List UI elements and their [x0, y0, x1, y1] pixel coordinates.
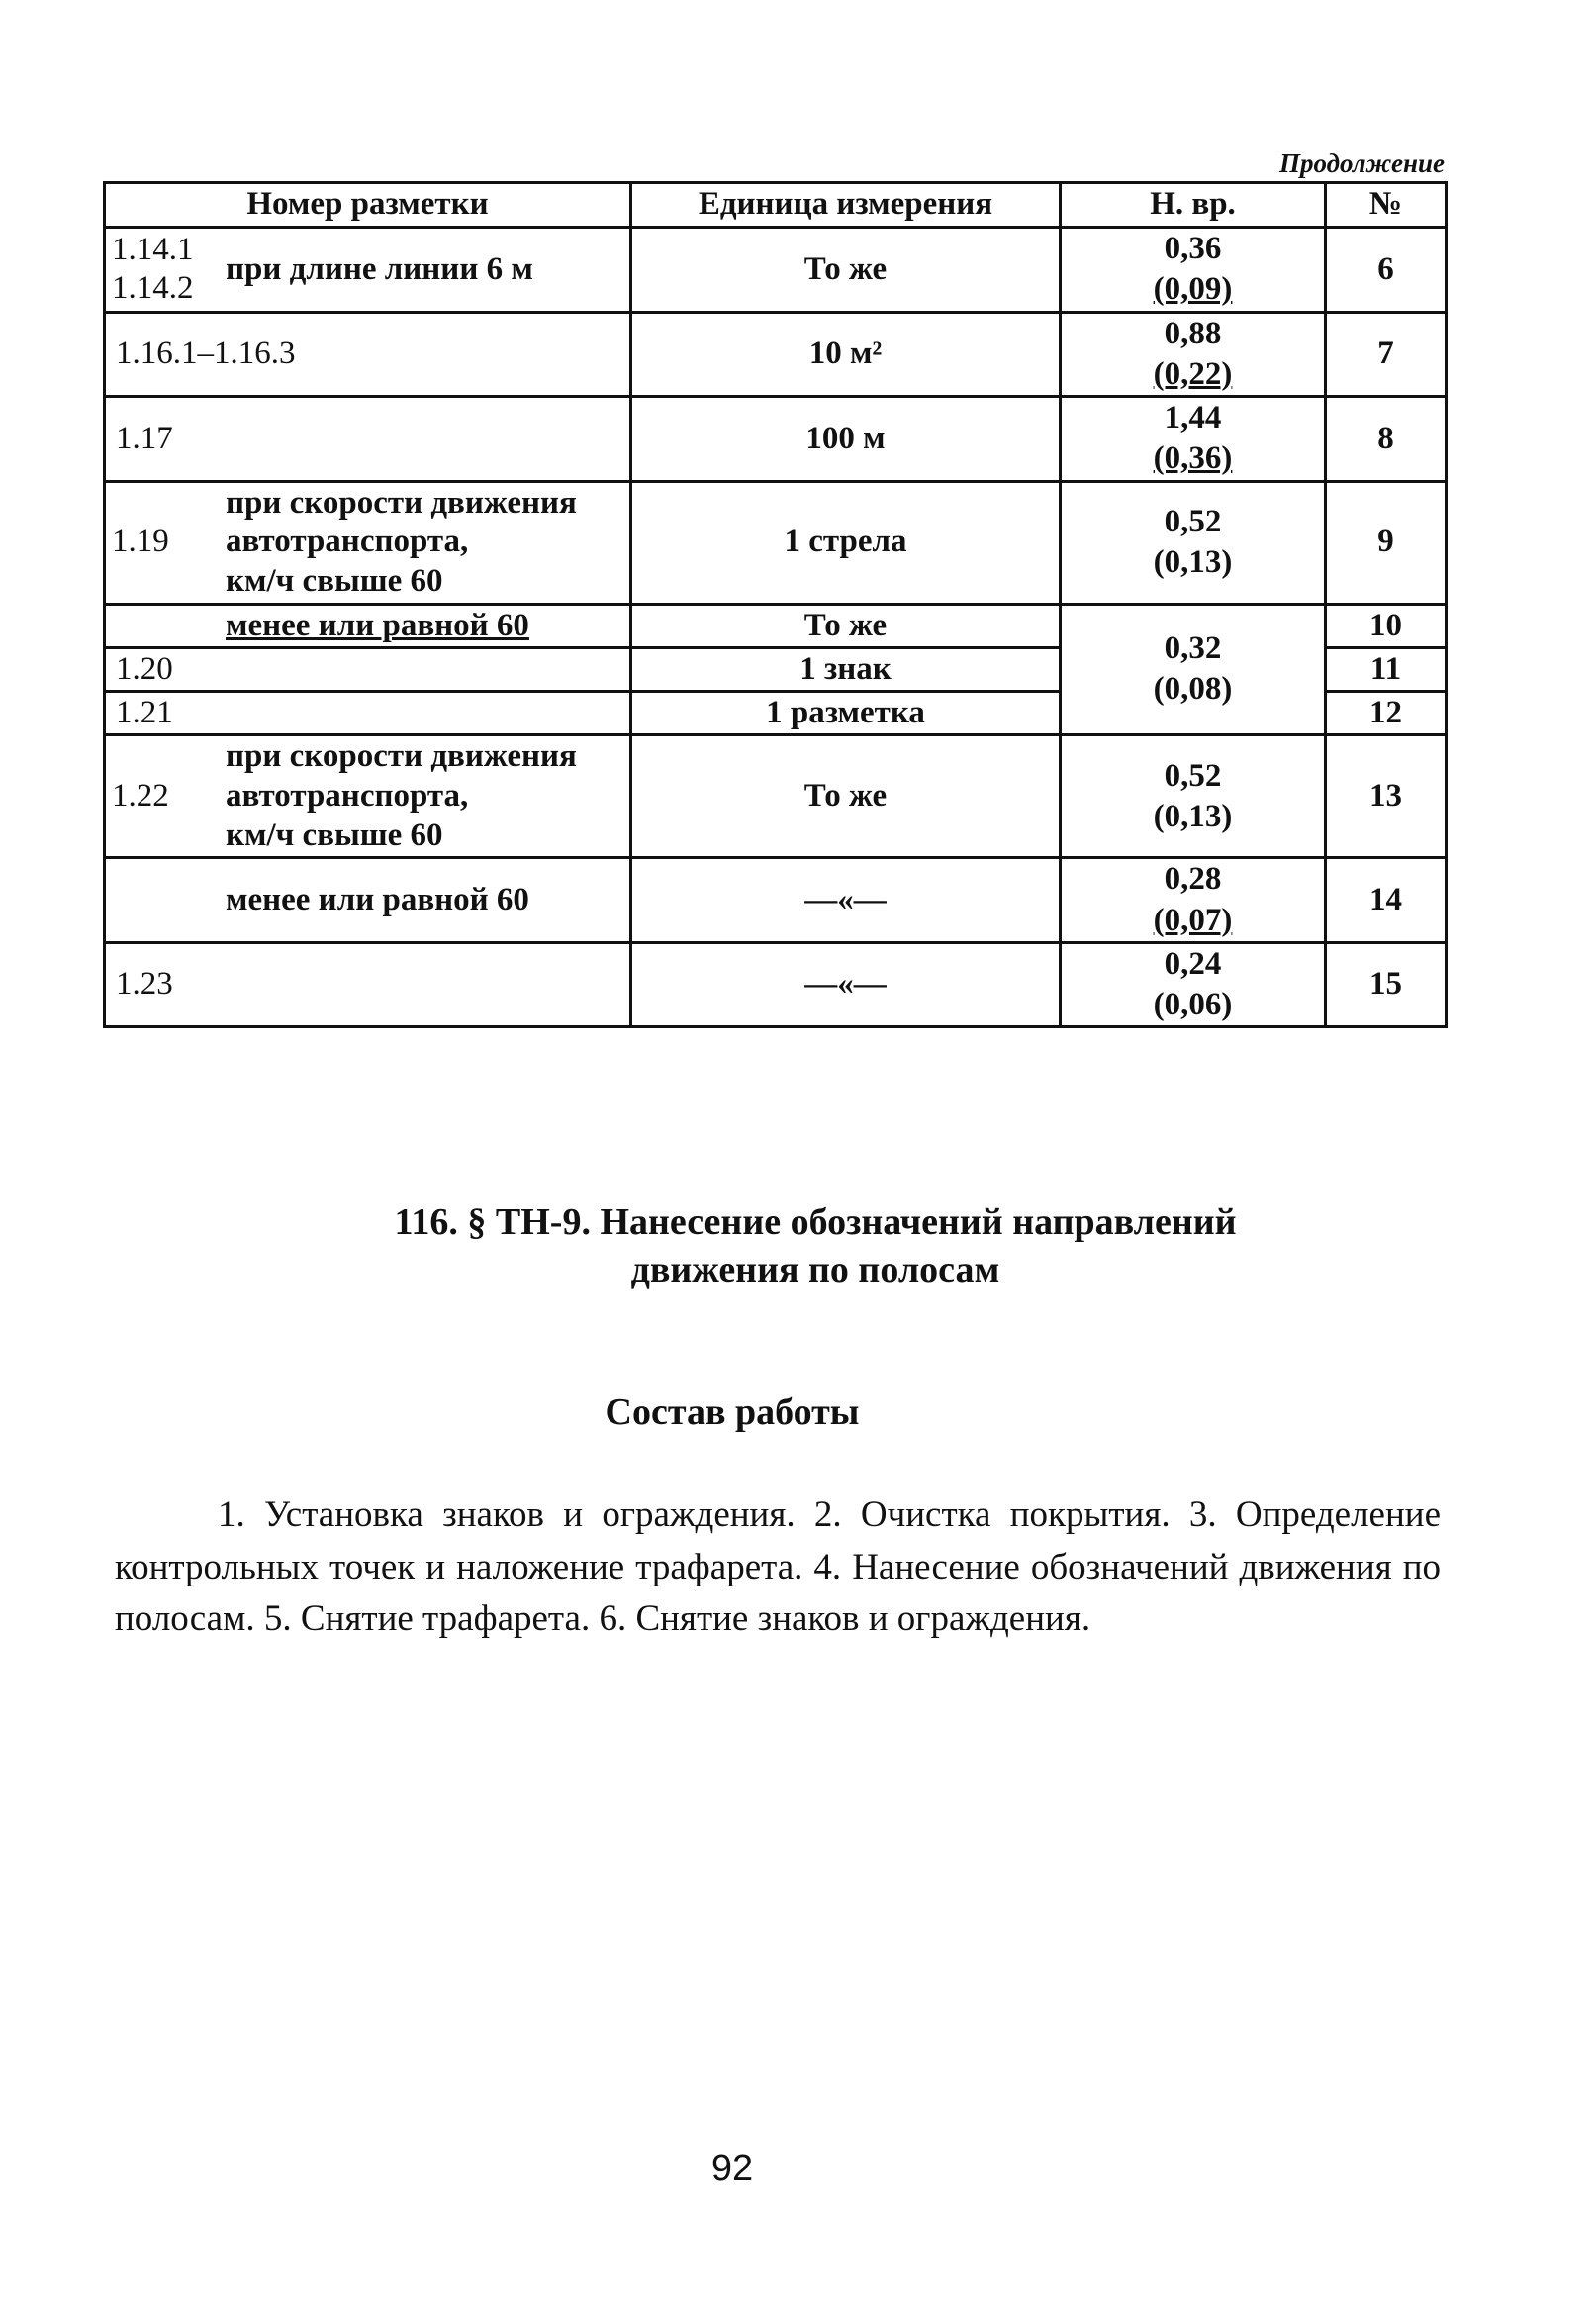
number-cell: 6 — [1326, 228, 1447, 313]
table-row — [105, 397, 1447, 482]
code-cell — [105, 228, 631, 313]
page-number: 92 — [710, 2148, 754, 2189]
norm-cell — [1061, 397, 1326, 482]
norm-cell — [1061, 735, 1326, 858]
number-cell: 13 — [1326, 735, 1447, 858]
section-title-line: движения по полосам — [630, 1248, 1000, 1291]
norm-value: 0,24 — [1164, 945, 1222, 982]
code-cell: 1.23 — [105, 942, 631, 1027]
unit-cell: 10 м² — [631, 312, 1061, 397]
row-description: менее или равной 60 — [226, 881, 529, 917]
table-row — [105, 604, 1447, 647]
row-description: менее или равной 60 — [226, 607, 529, 643]
norm-paren: (0,22) — [1153, 355, 1233, 392]
header-norm: Н. вр. — [1061, 183, 1326, 228]
norm-paren: (0,07) — [1153, 902, 1233, 938]
row-description: км/ч свыше 60 — [226, 562, 443, 599]
unit-cell: —«— — [631, 858, 1061, 943]
norm-value: 0,52 — [1164, 757, 1222, 794]
unit-cell: То же — [631, 228, 1061, 313]
header-code: Номер разметки — [105, 183, 631, 228]
unit-cell: То же — [631, 604, 1061, 647]
header-unit: Единица измерения — [631, 183, 1061, 228]
table-row — [105, 735, 1447, 858]
number-cell: 15 — [1326, 942, 1447, 1027]
row-description: при скорости движения — [226, 484, 577, 521]
number-cell: 12 — [1326, 692, 1447, 735]
norm-cell — [1061, 228, 1326, 313]
unit-cell: —«— — [631, 942, 1061, 1027]
table-row — [105, 942, 1447, 1027]
unit-cell: То же — [631, 735, 1061, 858]
unit-cell: 1 стрела — [631, 481, 1061, 604]
table-row — [105, 858, 1447, 943]
number-cell: 9 — [1326, 481, 1447, 604]
table-header-row — [105, 183, 1447, 228]
code-cell: 1.16.1–1.16.3 — [105, 312, 631, 397]
section-title-line: 116. § ТН-9. Нанесение обозначений направлений — [394, 1202, 1237, 1243]
code-cell: 1.17 — [105, 397, 631, 482]
norm-paren: (0,08) — [1153, 671, 1233, 708]
row-description: при длине линии 6 м — [226, 250, 533, 287]
row-description: автотранспорта, — [226, 524, 469, 560]
row-description: км/ч свыше 60 — [226, 817, 443, 853]
norm-paren: (0,06) — [1153, 987, 1233, 1022]
unit-cell: 1 знак — [631, 647, 1061, 691]
norm-value: 0,52 — [1164, 503, 1222, 539]
norm-cell — [1061, 604, 1326, 735]
norm-value: 0,28 — [1164, 861, 1222, 898]
table-row — [105, 228, 1447, 313]
row-description: при скорости движения — [226, 738, 577, 775]
norms-table — [103, 181, 1448, 1028]
code-cell: 1.21 — [105, 692, 631, 735]
norm-value: 0,88 — [1164, 315, 1222, 351]
code: 1.19 — [112, 524, 169, 560]
norm-paren: (0,13) — [1153, 798, 1233, 834]
norm-cell — [1061, 481, 1326, 604]
norm-value: 1,44 — [1164, 400, 1222, 435]
continuation-label: Продолжение — [1278, 148, 1445, 178]
number-cell: 11 — [1326, 647, 1447, 691]
unit-cell: 100 м — [631, 397, 1061, 482]
code-cell: 1.20 — [105, 647, 631, 691]
code-cell — [105, 735, 631, 858]
number-cell: 8 — [1326, 397, 1447, 482]
norm-paren: (0,36) — [1153, 440, 1233, 477]
norm-paren: (0,13) — [1153, 544, 1233, 580]
norm-cell — [1061, 312, 1326, 397]
code: 1.14.2 — [112, 270, 194, 307]
row-description: автотранспорта, — [226, 777, 469, 814]
table-row — [105, 312, 1447, 397]
code-cell — [105, 481, 631, 604]
norm-cell — [1061, 942, 1326, 1027]
body-paragraph: 1. Установка знаков и ограждения. 2. Очистка покрытия. 3. Определение контрольных точек и наложение трафарета. 4. Нанесение обозначений движения по полосам. 5. Снятие трафарета. 6. Снятие знаков и ограждения. — [115, 1494, 1441, 1640]
code-cell — [105, 604, 631, 647]
code: 1.14.1 — [112, 231, 194, 267]
header-number: № — [1326, 183, 1447, 228]
number-cell: 14 — [1326, 858, 1447, 943]
norm-cell — [1061, 858, 1326, 943]
section-title — [103, 1200, 1528, 1294]
unit-cell: 1 разметка — [631, 692, 1061, 735]
norm-value: 0,36 — [1164, 231, 1222, 266]
norm-paren: (0,09) — [1153, 271, 1233, 308]
subheading: Состав работы — [605, 1392, 860, 1433]
norm-value: 0,32 — [1164, 630, 1222, 667]
number-cell: 7 — [1326, 312, 1447, 397]
table-row — [105, 481, 1447, 604]
code-cell — [105, 858, 631, 943]
number-cell: 10 — [1326, 604, 1447, 647]
code: 1.22 — [112, 778, 169, 815]
